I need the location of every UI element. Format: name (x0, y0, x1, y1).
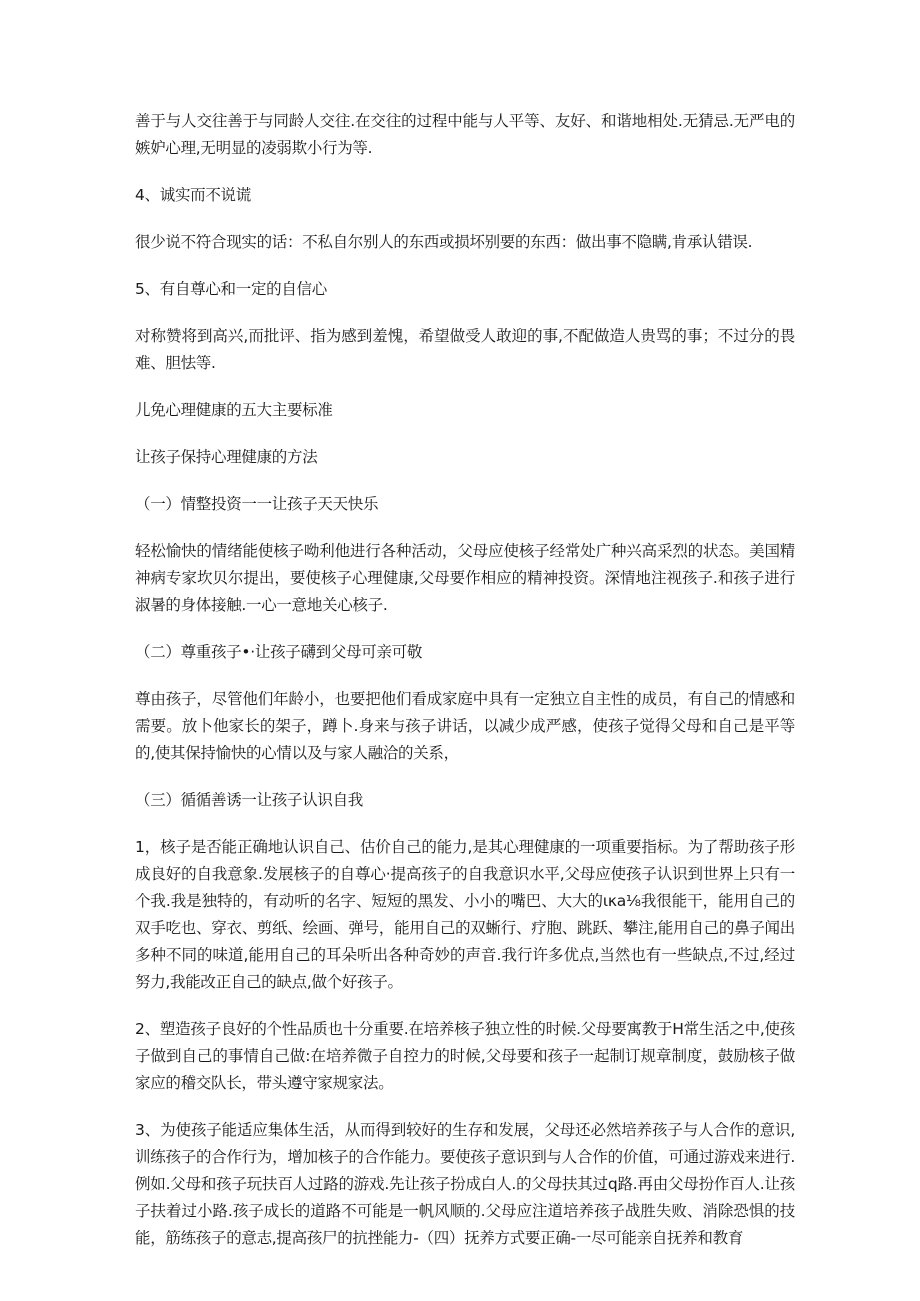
paragraph: 善于与人交往善于与同龄人交往.在交往的过程中能与人平等、友好、和谐地相处.无猜忌.无严电的嫉妒心理,无明显的凌弱欺小行为等. (135, 112, 795, 157)
section-heading: 5、有自尊心和一定的自信心 (135, 280, 327, 298)
paragraph: 3、为使孩子能适应集体生活，从而得到较好的生存和发展，父母还必然培养孩子与人合作的意识,训练孩子的合作行为，增加核子的合作能力。要使孩子意识到与人合作的价值，可通过游戏来进行.例如.父母和孩子玩扶百人过路的游戏.先让孩子扮成白人.的父母扶其过q路.再由父母扮作百人.让孩子扶着过小路.孩子成长的道路不可能是一帆风顺的.父母应注道培养孩子战胜失败、消除恐惧的技能，筋练孩子的意志,提高孩尸的抗挫能力-（四）抚养方式要正确-一尽可能亲自抚养和教育 (135, 1121, 795, 1247)
paragraph: 2、塑造孩子良好的个性品质也十分重要.在培养核子独立性的时候.父母要寓教于H常生活之中,使孩子做到自己的事情自己做:在培养微子自控力的时候,父母要和孩子一起制订规章制度，鼓励核子做家应的稽交队长，带头遵守家规家法。 (135, 1020, 795, 1092)
section-heading: 4、诚实而不说谎 (135, 186, 251, 204)
subsection-heading: （三）循循善诱一让孩子认识自我 (135, 791, 364, 809)
paragraph: 轻松愉快的情绪能使核子呦利他进行各种活动，父母应使核子经常处广种兴高采烈的状态。美国精神病专家坎贝尔提出，要使核子心理健康,父母要作相应的精神投资。深情地注视孩子.和孩子进行淑暑的身体接触.一心一意地关心核子. (135, 542, 795, 614)
subsection-heading: （二）尊重孩子•·让孩子礴到父母可亲可敬 (135, 643, 423, 661)
paragraph: 很少说不符合现实的话：不私自尔别人的东西或损坏别要的东西：做出事不隐瞒,肯承认错误. (135, 233, 753, 251)
paragraph: 尊由孩子，尽管他们年龄小，也要把他们看成家庭中具有一定独立自主性的成员，有自己的情感和需要。放卜他家长的架子，蹲卜.身来与孩子讲话，以减少成严感，使孩子觉得父母和自己是平等的,使其保持愉快的心情以及与家人融洽的关系， (135, 690, 795, 762)
document-body (135, 108, 795, 1252)
section-heading: 儿免心理健康的五大主要标准 (135, 401, 333, 419)
paragraph: 1，核子是否能正确地认识自己、估价自己的能力,是其心理健康的一项重要指标。为了帮助孩子形成良好的自我意象.发展核子的自尊心·提高孩子的自我意识水平,父母应使孩子认识到世界上只有一个我.我是独特的，有动听的名字、短短的黑发、小小的嘴巴、大大的ικa⅛我很能干，能用自己的双手吃也、穿衣、剪纸、绘画、弹号，能用自己的双蜥行、疗胞、跳跃、攀注,能用自己的鼻子闻出多种不同的味道,能用自己的耳朵听出各种奇妙的声音.我行许多优点,当然也有一些缺点,不过,经过努力,我能改正自己的缺点,做个好孩子。 (135, 838, 795, 991)
paragraph: 对称赞将到高兴,而批评、指为感到羞愧，希望做受人敢迎的事,不配做造人贵骂的事；不过分的畏难、胆怯等. (135, 327, 795, 372)
section-heading: 让孩子保持心理健康的方法 (135, 448, 318, 466)
subsection-heading: （一）情整投资一一让孩子天天快乐 (135, 495, 379, 513)
